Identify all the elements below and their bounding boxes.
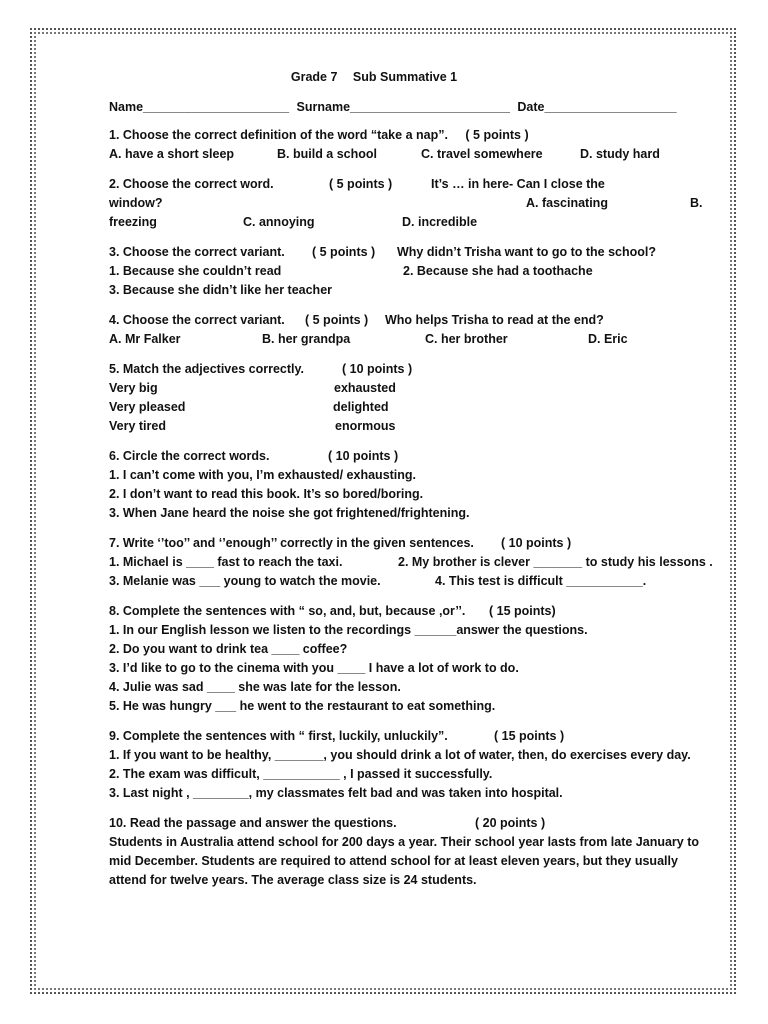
- question-10-prompt: 10. Read the passage and answer the questions.: [109, 816, 397, 830]
- question-7-points: ( 10 points ): [501, 536, 572, 550]
- question-2-sentence-end: window?: [109, 196, 163, 210]
- page-title: [109, 68, 709, 87]
- question-9-item-1: 1. If you want to be healthy, _______, you should drink a lot of water, then, do exercises every day.: [109, 748, 691, 762]
- grade-label: Grade 7: [290, 70, 338, 84]
- question-10: [109, 814, 709, 890]
- question-7-item-4: 4. This test is difficult ___________.: [435, 574, 647, 588]
- question-10-prompt-line: [109, 814, 709, 833]
- question-3-option-3[interactable]: 3. Because she didn’t like her teacher: [109, 283, 333, 297]
- question-6-item-3: 3. When Jane heard the noise she got frightened/frightening.: [109, 506, 470, 520]
- question-5-right-3: enormous: [335, 419, 396, 433]
- question-1: [109, 126, 709, 164]
- question-7-item-2: 2. My brother is clever _______ to study his lessons .: [398, 555, 713, 569]
- question-4-prompt: 4. Choose the correct variant.: [109, 313, 285, 327]
- question-7-item-3: 3. Melanie was ___ young to watch the movie.: [109, 574, 381, 588]
- worksheet: [109, 68, 713, 901]
- question-3-prompt-line: [109, 243, 709, 262]
- question-5-left-3: Very tired: [109, 419, 166, 433]
- question-2-option-c[interactable]: C. annoying: [243, 215, 315, 229]
- question-9-item-2: 2. The exam was difficult, ___________ , I passed it successfully.: [109, 767, 493, 781]
- question-6: [109, 447, 709, 523]
- question-8-item-1: 1. In our English lesson we listen to the recordings ______answer the questions.: [109, 623, 588, 637]
- question-10-passage: Students in Australia attend school for 200 days a year. Their school year lasts from late January to mid December. Students are required to attend school for at least eleven years, but they usually attend for twelve years. The average class size is 24 students.: [109, 835, 700, 887]
- question-2-prompt: 2. Choose the correct word.: [109, 177, 274, 191]
- question-1-points: ( 5 points ): [465, 128, 529, 142]
- question-8-prompt: 8. Complete the sentences with “ so, and, but, because ,or’’.: [109, 604, 466, 618]
- question-3-question: Why didn’t Trisha want to go to the school?: [397, 245, 657, 259]
- question-2-option-b-text[interactable]: freezing: [109, 215, 157, 229]
- question-3: [109, 243, 709, 300]
- question-2-sentence: It’s … in here- Can I close the: [431, 177, 605, 191]
- question-6-points: ( 10 points ): [328, 449, 399, 463]
- question-5: [109, 360, 709, 436]
- question-4-option-a[interactable]: A. Mr Falker: [109, 332, 181, 346]
- question-4-prompt-line: [109, 311, 709, 330]
- question-7-prompt: 7. Write ‘’too’’ and ‘’enough’’ correctly in the given sentences.: [109, 536, 474, 550]
- question-3-option-1[interactable]: 1. Because she couldn’t read: [109, 264, 282, 278]
- question-7-item-1: 1. Michael is ____ fast to reach the taxi.: [109, 555, 343, 569]
- question-6-item-2: 2. I don’t want to read this book. It’s so bored/boring.: [109, 487, 424, 501]
- question-8-prompt-line: [109, 602, 709, 621]
- question-8-item-2: 2. Do you want to drink tea ____ coffee?: [109, 642, 348, 656]
- question-3-option-2[interactable]: 2. Because she had a toothache: [403, 264, 593, 278]
- question-9-prompt: 9. Complete the sentences with “ first, luckily, unluckily”.: [109, 729, 448, 743]
- question-7: [109, 534, 713, 591]
- question-6-item-1: 1. I can’t come with you, I’m exhausted/ exhausting.: [109, 468, 417, 482]
- question-4-question: Who helps Trisha to read at the end?: [385, 313, 604, 327]
- question-1-options: [109, 145, 709, 164]
- question-5-prompt: 5. Match the adjectives correctly.: [109, 362, 304, 376]
- question-5-left-1: Very big: [109, 381, 158, 395]
- question-2-option-d[interactable]: D. incredible: [402, 215, 478, 229]
- question-8-item-5: 5. He was hungry ___ he went to the restaurant to eat something.: [109, 699, 496, 713]
- question-2-line-2: [109, 194, 709, 213]
- question-9-points: ( 15 points ): [494, 729, 565, 743]
- question-5-row-3: [109, 417, 709, 436]
- question-3-options-row-2: [109, 281, 709, 300]
- question-3-prompt: 3. Choose the correct variant.: [109, 245, 285, 259]
- question-6-prompt-line: [109, 447, 709, 466]
- question-7-row-2: [109, 572, 709, 591]
- question-5-row-2: [109, 398, 709, 417]
- question-8-points: ( 15 points): [489, 604, 556, 618]
- question-5-points: ( 10 points ): [342, 362, 413, 376]
- question-10-points: ( 20 points ): [475, 816, 546, 830]
- question-2-option-b[interactable]: B.: [690, 196, 703, 210]
- question-1-option-d[interactable]: D. study hard: [580, 147, 660, 161]
- question-2-points: ( 5 points ): [329, 177, 393, 191]
- question-1-option-a[interactable]: A. have a short sleep: [109, 147, 235, 161]
- question-7-prompt-line: [109, 534, 709, 553]
- question-5-right-1: exhausted: [334, 381, 396, 395]
- question-8-item-4: 4. Julie was sad ____ she was late for the lesson.: [109, 680, 401, 694]
- question-2-option-a[interactable]: A. fascinating: [526, 196, 608, 210]
- summative-label: Sub Summative 1: [352, 70, 458, 84]
- question-3-options-row-1: [109, 262, 709, 281]
- question-4-points: ( 5 points ): [305, 313, 369, 327]
- question-1-prompt: 1. Choose the correct definition of the word “take a nap”.: [109, 128, 448, 142]
- question-2-line-3: [109, 213, 709, 232]
- question-4-options: [109, 330, 709, 349]
- question-9: [109, 727, 709, 803]
- question-2: [109, 175, 709, 232]
- question-4-option-d[interactable]: D. Eric: [588, 332, 628, 346]
- student-info-row: [109, 98, 709, 117]
- question-4: [109, 311, 709, 349]
- question-1-option-b[interactable]: B. build a school: [277, 147, 378, 161]
- question-1-option-c[interactable]: C. travel somewhere: [421, 147, 543, 161]
- question-9-prompt-line: [109, 727, 709, 746]
- question-7-row-1: [109, 553, 713, 572]
- surname-field[interactable]: Surname_______________________: [296, 100, 510, 114]
- question-5-row-1: [109, 379, 709, 398]
- question-6-prompt: 6. Circle the correct words.: [109, 449, 270, 463]
- question-5-prompt-line: [109, 360, 709, 379]
- name-field[interactable]: Name_____________________: [109, 100, 290, 114]
- question-8: [109, 602, 709, 716]
- question-3-points: ( 5 points ): [312, 245, 376, 259]
- question-2-prompt-line: [109, 175, 709, 194]
- question-5-right-2: delighted: [333, 400, 389, 414]
- date-field[interactable]: Date___________________: [517, 100, 677, 114]
- question-4-option-b[interactable]: B. her grandpa: [262, 332, 351, 346]
- question-5-left-2: Very pleased: [109, 400, 186, 414]
- question-8-item-3: 3. I’d like to go to the cinema with you ____ I have a lot of work to do.: [109, 661, 519, 675]
- question-1-prompt-line: [109, 126, 709, 145]
- question-4-option-c[interactable]: C. her brother: [425, 332, 508, 346]
- question-9-item-3: 3. Last night , ________, my classmates felt bad and was taken into hospital.: [109, 786, 563, 800]
